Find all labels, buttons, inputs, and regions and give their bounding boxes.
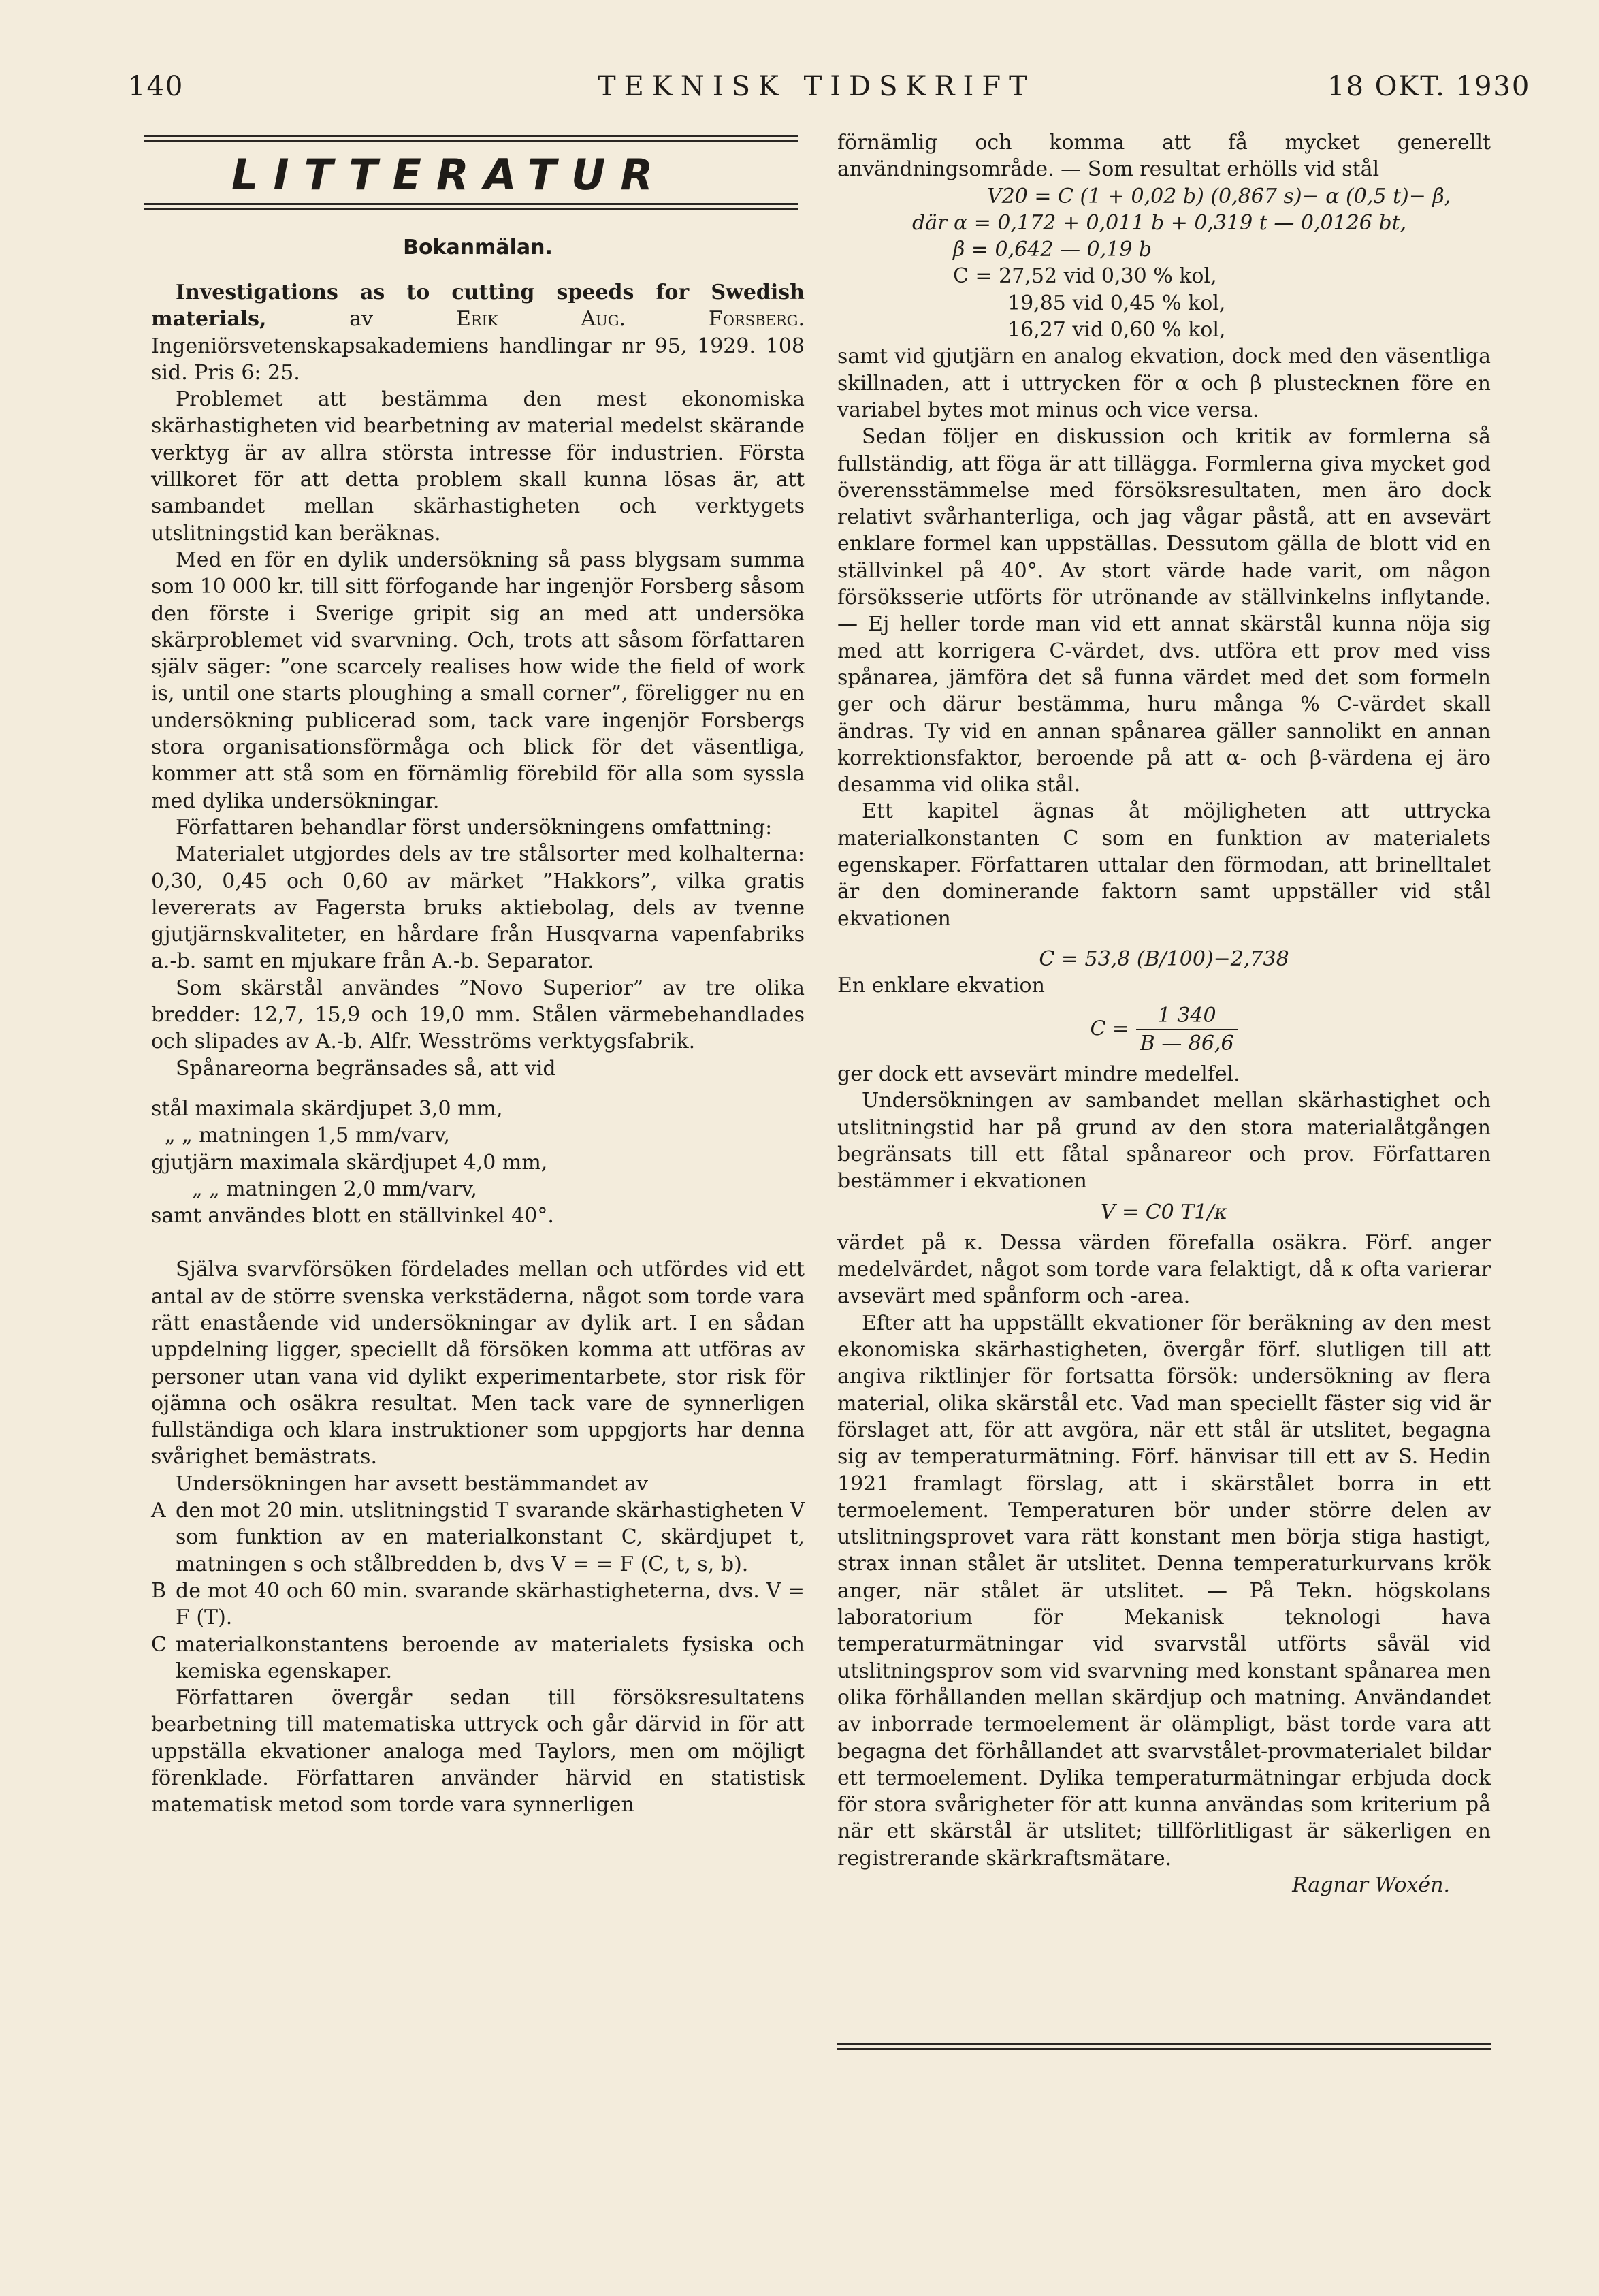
limit-line: „ „ matningen 1,5 mm/varv, (165, 1123, 450, 1148)
bottom-rule (837, 2043, 1491, 2045)
right-column (837, 129, 1491, 1898)
equation: V20 = C (1 + 0,02 b) (0,867 s)− α (0,5 t)− β, (987, 184, 1451, 208)
list-letter: A (151, 1499, 166, 1523)
equation: C = 27,52 vid 0,30 % kol, (953, 264, 1217, 289)
title-rule-top2 (144, 140, 798, 142)
page-number: 140 (128, 71, 184, 102)
journal-title: TEKNISK TIDSKRIFT (598, 71, 1035, 102)
list-letter: B (151, 1578, 167, 1603)
fraction-lhs: C = (1090, 1016, 1130, 1040)
fraction-numerator: 1 340 (1136, 1002, 1238, 1030)
equation-taylor: V = C0 T1/κ (1100, 1200, 1228, 1224)
equation-brinell: C = 53,8 (B/100)−2,738 (1039, 946, 1289, 971)
paragraph: ger dock ett avsevärt mindre medelfel. (837, 1062, 1240, 1087)
list-item (151, 1631, 805, 1685)
list-text: den mot 20 min. utslitningstid T svarande skärhastigheten V som funktion av en materialkonstant C, skärdjupet t, matningen s och stålbredden b, dvs V = = F (C, t, s, b). (176, 1499, 805, 1576)
equation: 16,27 vid 0,60 % kol, (1007, 318, 1226, 342)
paragraph: Författaren övergår sedan till försöksresultatens bearbetning till matematiska uttryck och går därvid in för att uppställa ekvationer analoga med Taylors, men om möjligt förenklade. Författaren använder härvid en statistisk matematisk metod som torde vara synnerligen (151, 1686, 805, 1817)
paragraph: Problemet att bestämma den mest ekonomiska skärhastigheten vid bearbetning av material medelst skärande verktyg är av allra största intresse för industrien. Första villkoret för att detta problem skall kunna lösas är, att sambandet mellan skärhastigheten och verktygets utslitningstid kan beräknas. (151, 387, 805, 545)
equation-fraction (837, 1002, 1491, 1057)
paragraph: Författaren behandlar först undersökningens omfattning: (176, 815, 773, 840)
paragraph: Som skärstål användes ”Novo Superior” av tre olika bredder: 12,7, 15,9 och 19,0 mm. Stålen värmebehandlades och slipades av A.-b. Alfr. Wesströms verktygsfabrik. (151, 976, 805, 1054)
list-letter: C (151, 1632, 167, 1657)
issue-date: 18 OKT. 1930 (1327, 71, 1531, 102)
limit-line: gjutjärn maximala skärdjupet 4,0 mm, (151, 1150, 548, 1175)
paragraph: Undersökningen har avsett bestämmandet av (176, 1471, 649, 1496)
equation: där α = 0,172 + 0,011 b + 0,319 t — 0,0126 bt, (912, 210, 1407, 235)
paragraph: värdet på κ. Dessa värden förefalla osäkra. Förf. anger medelvärdet, något som torde vara felaktigt, då κ ofta varierar avsevärt med spånform och -area. (837, 1230, 1491, 1309)
paragraph: Med en för en dylik undersökning så pass blygsam summa som 10 000 kr. till sitt förfogande har ingenjör Forsberg såsom den förste i Sverige gripit sig an med att undersöka skärproblemet vid svarvning. Och, trots att såsom författaren själv säger: ”one scarcely realises how wide the field of work is, until one starts ploughing a small corner”, föreligger nu en undersökning publicerad som, tack vare ingenjör Forsbergs stora organisationsförmåga och blick för det väsentliga, kommer att stå som en förnämlig förebild för alla som syssla med dylika undersökningar. (151, 547, 805, 813)
title-rule-bottom2 (144, 208, 798, 210)
paragraph: Ett kapitel ägnas åt möjligheten att uttrycka materialkonstanten C som en funktion av materialets egenskaper. Författaren uttalar den förmodan, att brinelltalet är den dominerande faktorn samt uppställer vid stål ekvationen (837, 799, 1491, 931)
paragraph: Materialet utgjordes dels av tre stålsorter med kolhalterna: 0,30, 0,45 och 0,60 av märket ”Hakkors”, vilka gratis levererats av Fagersta bruks aktiebolag, dels av tvenne gjutjärnskvaliteter, en hårdare från Husqvarna vapenfabriks a.-b. samt en mjukare från A.-b. Separator. (151, 842, 805, 974)
equation: β = 0,642 — 0,19 b (953, 238, 1152, 262)
book-author: Erik Aug. Forsberg. (455, 307, 805, 332)
title-rule-top (144, 135, 798, 137)
section-title: LITTERATUR (231, 150, 668, 200)
review-heading (151, 279, 805, 386)
subsection-heading: Bokanmälan. (403, 236, 553, 259)
list-item (151, 1578, 805, 1631)
paragraph: Undersökningen av sambandet mellan skärhastighet och utslitningstid har på grund av den stora materialåtgången begränsats till ett fåtal spånareor och prov. Författaren bestämmer i ekvationen (837, 1089, 1491, 1194)
list-text: materialkonstantens beroende av materialets fysiska och kemiska egenskaper. (176, 1632, 805, 1683)
paragraph: Efter att ha uppställt ekvationer för beräkning av den mest ekonomiska skärhastigheten, övergår förf. slutligen till att angiva riktlinjer för fortsatta försök: undersökning av flera material, olika skärstål etc. Vad man speciellt fäster sig vid är förslaget att, för att avgöra, när ett stål är utslitet, begagna sig av temperaturmätning. Förf. hänvisar till ett av S. Hedin 1921 framlagt förslag, att i skärstålet borra in ett termoelement. Temperaturen bör under större delen av utslitningsprovet vara rätt konstant men börja stiga hastigt, strax innan stålet är utslitet. Denna temperaturkurvans krök anger, när stålet är utslitet. — På Tekn. högskolans laboratorium för Mekanisk teknologi hava temperaturmätningar vid svarvstål utförts såväl vid utslitningsprov som vid svarvning med konstant spånarea men olika förhållanden mellan skärdjup och matning. Användandet av inborrade termoelement är olämpligt, bäst torde vara att begagna det förhållandet att svarvstålet-provmaterialet bildar ett termoelement. Dylika temperaturmätningar erbjuda dock för stora svårigheter för att kunna användas som kriterium på när ett skärstål är utslitet; tillförlitligast är säkerligen en registrerande skärkraftsmätare. (837, 1311, 1491, 1870)
paragraph: En enklare ekvation (837, 974, 1045, 998)
paragraph: Själva svarvförsöken fördelades mellan och utfördes vid ett antal av de större svenska verkstäderna, något som torde vara rätt enastående vid undersökningar av dylik art. I en sådan uppdelning ligger, speciellt då försöken komma att utföras av personer utan vana vid dylikt experimentarbete, stor risk för ojämna och osäkra resultat. Men tack vare de synnerligen fullständiga och klara instruktioner som uppgjorts har denna svårighet bemästrats. (151, 1258, 805, 1469)
chip-area-limits (151, 1096, 805, 1229)
book-title: Investigations as to cutting speeds for Swedish materials, (151, 281, 805, 332)
paragraph: Sedan följer en diskussion och kritik av formlerna så fullständig, att föga är att tillägga. Formlerna giva mycket god överensstämmelse med försöksresultaten, men äro dock relativt svårhanterliga, och jag vågar påstå, att en avsevärt enklare formel kan uppställas. Dessutom gälla de blott vid en ställvinkel på 40°. Av stort värde hade varit, om någon försöksserie utförts för utrönande av ställvinkelns inflytande. — Ej heller torde man vid ett annat skärstål kunna nöja sig med att korrigera C-värdet, dvs. utföra ett prov med viss spånarea, jämföra det så funna värdet med det som formeln ger och därur bestämma, huru många % C-värdet skall ändras. Ty vid en annan spånarea gäller sannolikt en annan korrektionsfaktor, beroende på att α- och β-värdena ej äro desamma vid olika stål. (837, 425, 1491, 797)
left-column (151, 279, 805, 1819)
fraction-denominator: B — 86,6 (1140, 1031, 1234, 1055)
paragraph: samt vid gjutjärn en analog ekvation, dock med den väsentliga skillnaden, att i uttrycken för α och β plustecknen före en variabel bytes mot minus och vice versa. (837, 345, 1491, 422)
limit-line: samt användes blott en ställvinkel 40°. (151, 1204, 554, 1228)
bottom-rule2 (837, 2048, 1491, 2050)
equation: 19,85 vid 0,45 % kol, (1007, 291, 1226, 315)
list-item (151, 1497, 805, 1578)
signature: Ragnar Woxén. (1292, 1873, 1450, 1897)
by-word: av (349, 307, 374, 332)
list-text: de mot 40 och 60 min. svarande skärhastigheterna, dvs. V = F (T). (176, 1578, 805, 1630)
title-rule-bottom (144, 203, 798, 205)
paragraph: Spånareorna begränsades så, att vid (176, 1056, 556, 1081)
book-publication: Ingeniörsvetenskapsakademiens handlingar nr 95, 1929. 108 sid. Pris 6: 25. (151, 334, 805, 385)
limit-line: stål maximala skärdjupet 3,0 mm, (151, 1096, 503, 1121)
limit-line: „ „ matningen 2,0 mm/varv, (192, 1177, 477, 1201)
fraction (1136, 1002, 1238, 1057)
paragraph: förnämlig och komma att få mycket generellt användningsområde. — Som resultat erhölls vid stål (837, 131, 1491, 182)
